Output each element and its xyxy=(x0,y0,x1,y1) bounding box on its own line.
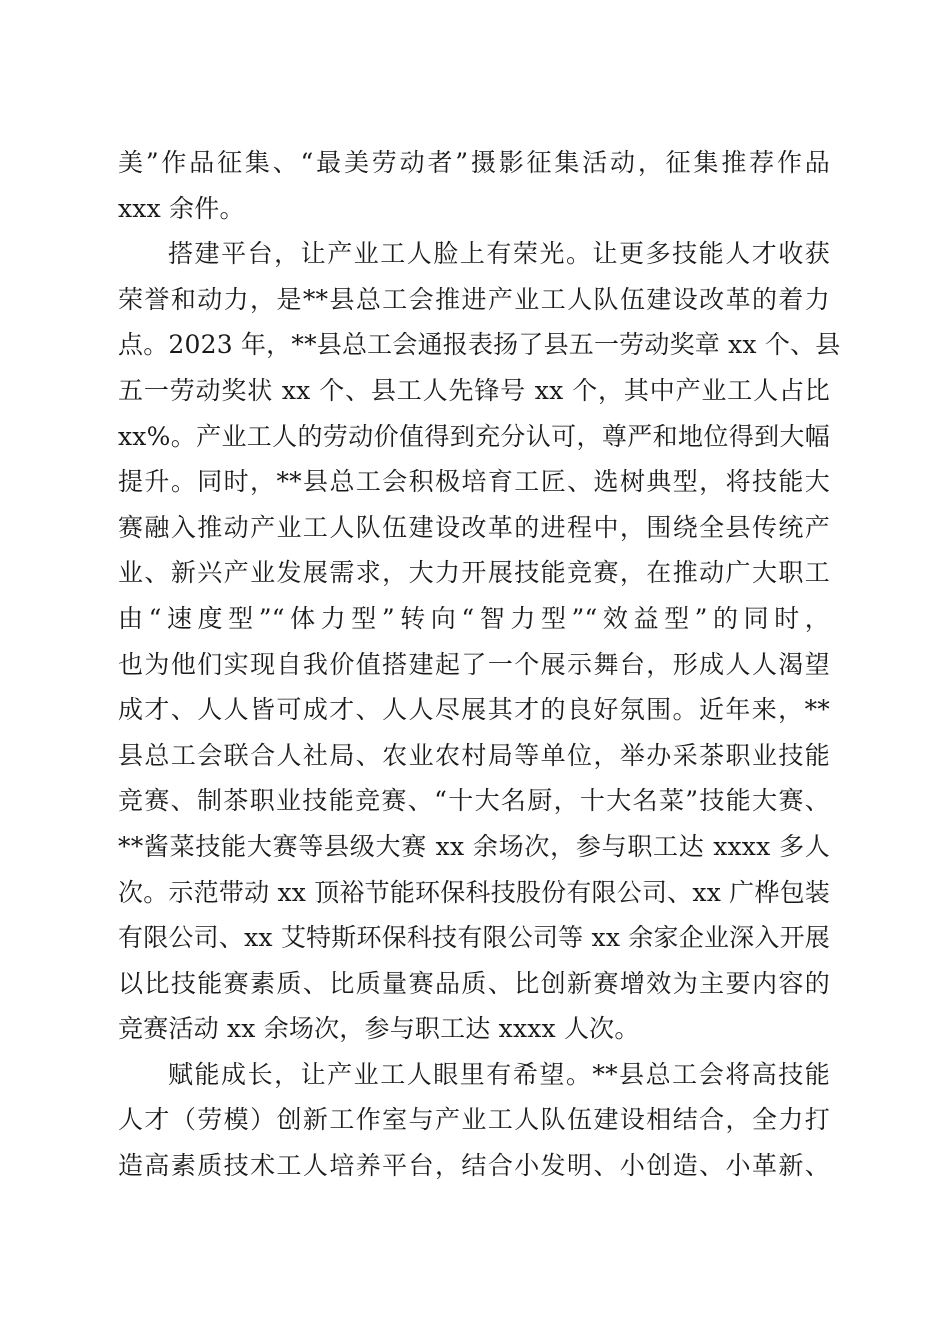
text-line: 人才（劳模）创新工作室与产业工人队伍建设相结合，全力打 xyxy=(118,1105,830,1135)
text-line: 提升。同时，**县总工会积极培育工匠、选树典型，将技能大 xyxy=(118,467,830,497)
text-line: 点。2023 年，**县总工会通报表扬了县五一劳动奖章 xx 个、县 xyxy=(118,330,841,360)
text-line: 有限公司、xx 艾特斯环保科技有限公司等 xx 余家企业深入开展 xyxy=(118,923,830,953)
body-text xyxy=(118,140,841,1189)
text-line: 造高素质技术工人培养平台，结合小发明、小创造、小革新、 xyxy=(118,1151,830,1181)
text-line: 竞赛活动 xx 余场次，参与职工达 xxxx 人次。 xyxy=(118,1014,640,1044)
text-line: **酱菜技能大赛等县级大赛 xx 余场次，参与职工达 xxxx 多人 xyxy=(118,831,830,861)
text-line: 赛融入推动产业工人队伍建设改革的进程中，围绕全县传统产 xyxy=(118,512,830,542)
text-line: 业、新兴产业发展需求，大力开展技能竞赛，在推动广大职工 xyxy=(118,558,830,588)
text-line: 县总工会联合人社局、农业农村局等单位，举办采茶职业技能 xyxy=(118,740,830,770)
text-line: 以比技能赛素质、比质量赛品质、比创新赛增效为主要内容的 xyxy=(118,968,830,998)
text-line: 竞赛、制茶职业技能竞赛、“十大名厨，十大名菜”技能大赛、 xyxy=(118,786,830,816)
text-line: 荣誉和动力，是**县总工会推进产业工人队伍建设改革的着力 xyxy=(118,284,830,314)
paragraph-start-line: 赋能成长，让产业工人眼里有希望。**县总工会将高技能 xyxy=(168,1059,830,1089)
text-line: 成才、人人皆可成才、人人尽展其才的良好氛围。近年来，** xyxy=(118,695,830,725)
paragraph-start-line: 搭建平台，让产业工人脸上有荣光。让更多技能人才收获 xyxy=(168,239,830,269)
text-line: 五一劳动奖状 xx 个、县工人先锋号 xx 个，其中产业工人占比 xyxy=(118,375,830,405)
text-line: 也为他们实现自我价值搭建起了一个展示舞台，形成人人渴望 xyxy=(118,649,830,679)
text-line: 次。示范带动 xx 顶裕节能环保科技股份有限公司、xx 广桦包装 xyxy=(118,877,830,907)
text-line: xxx 余件。 xyxy=(118,193,245,223)
text-line: 由“速度型”“体力型”转向“智力型”“效益型”的同时， xyxy=(118,603,830,633)
text-line: xx%。产业工人的劳动价值得到充分认可，尊严和地位得到大幅 xyxy=(118,421,830,451)
text-line: 美”作品征集、“最美劳动者”摄影征集活动，征集推荐作品 xyxy=(118,148,830,177)
